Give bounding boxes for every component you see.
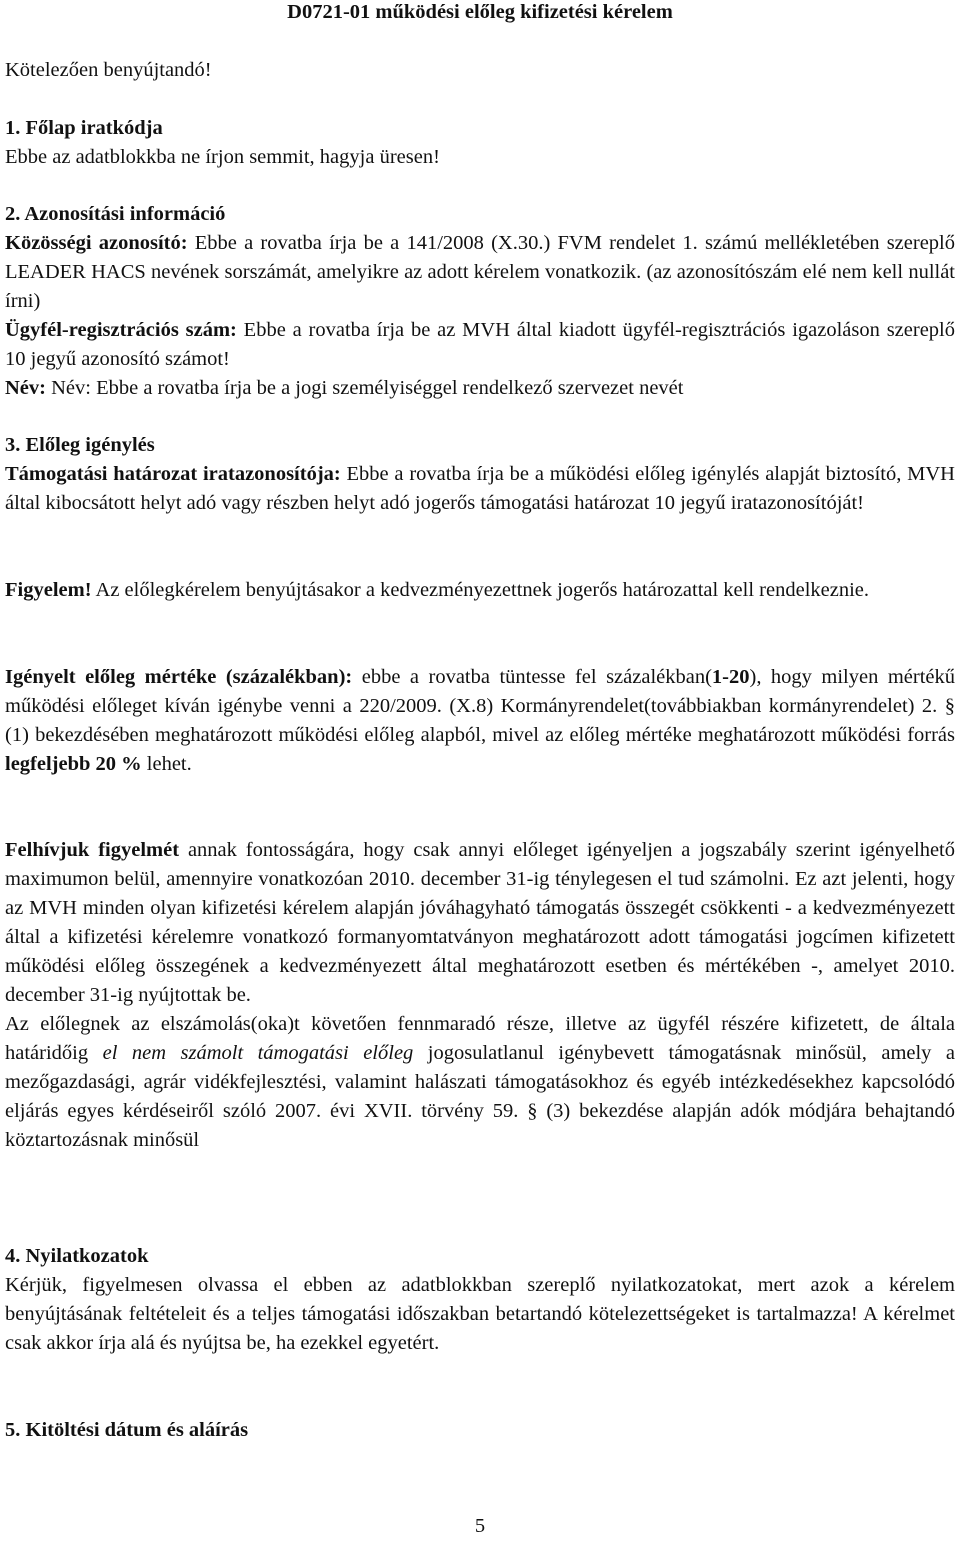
community-id-label: Közösségi azonosító:: [5, 232, 188, 254]
name-label: Név:: [5, 377, 46, 399]
rate-text-3: lehet.: [141, 753, 192, 775]
section-2-heading: 2. Azonosítási információ: [5, 203, 226, 225]
section-1-text: Ebbe az adatblokkba ne írjon semmit, hagyja üresen!: [5, 146, 440, 168]
community-id-text: Ebbe a rovatba írja be a 141/2008 (X.30.) FVM rendelet 1. számú mellékletében szereplő LEADER HACS nevének sorszámát, amelyikre az adott kérelem vonatkozik.: [5, 232, 955, 283]
section-3: [5, 431, 955, 518]
attention-paragraph: [5, 576, 955, 605]
rate-paragraph: [5, 663, 955, 779]
page-number: 5: [474, 1515, 486, 1537]
remainder-text-2: jogosulatlanul igénybevett támogatásnak minősül, amely a mezőgazdasági, agrár vidékfejlesztési, valamint halászati támogatásokhoz és egyéb intézkedésekhez kapcsolódó eljárás egyes kérdéseiről szóló 2007. évi XVII. törvény 59. § (3) bekezdése alapján adók módjára behajtandó köztartozásnak minősül: [5, 1042, 956, 1151]
notice-text: annak fontosságára, hogy csak annyi előleget igényeljen a jogszabály szerint igényelhető maximumon belül, amennyire vonatkozóan 2010. december 31-ig ténylegesen el tud számolni. Ez azt jelenti, hogy az MVH minden olyan kifizetési kérelem alapján jóváhagyható támogatás összegét csökkenti - a kedvezményezett által a kifizetési kérelemre vonatkozó formanyomtatványon meghatározott adott támogatási jogcímen kifizetett működési előleg összegének a kedvezményezett által meghatározott esetben és mértékében -, amelyet 2010. december 31-ig nyújtottak be.: [5, 839, 955, 1006]
rate-range: 1-20: [711, 666, 750, 688]
notice-paragraph: [5, 836, 955, 1155]
attention-label: Figyelem!: [5, 579, 92, 601]
decision-id-text: Ebbe a rovatba írja be a működési előleg igénylés alapját biztosító, MVH által kibocsátott helyt adó vagy részben helyt adó jogerős támogatási határozat 10 jegyű iratazonosítóját!: [5, 463, 955, 514]
section-5: [5, 1416, 955, 1445]
section-3-heading: 3. Előleg igénylés: [5, 434, 155, 456]
remainder-italic: el nem számolt támogatási előleg: [102, 1042, 414, 1064]
rate-text-1: ebbe a rovatba tüntesse fel százalékban(: [352, 666, 712, 688]
section-4-heading: 4. Nyilatkozatok: [5, 1245, 149, 1267]
notice-label: Felhívjuk figyelmét: [5, 839, 180, 861]
client-reg-text: Ebbe a rovatba írja be az MVH által kiadott ügyfél-regisztrációs igazoláson szereplő 10 jegyű azonosító számot!: [5, 319, 955, 370]
mandatory-notice: Kötelezően benyújtandó!: [5, 59, 212, 81]
section-5-heading: 5. Kitöltési dátum és aláírás: [5, 1419, 249, 1441]
client-reg-label: Ügyfél-regisztrációs szám:: [5, 319, 237, 341]
document-title: D0721-01 működési előleg kifizetési kérelem: [287, 1, 673, 23]
section-4: [5, 1242, 955, 1358]
rate-text-2: ), hogy milyen mértékű működési előleget kíván igénybe venni a 220/2009. (X.8) Kormányrendelet(továbbiakban kormányrendelet) 2. § (1) bekezdésében meghatározott működési előleg alapból, mivel az előleg mértéke meghatározott működési forrás: [5, 666, 955, 746]
section-1-heading: 1. Főlap iratkódja: [5, 117, 163, 139]
section-4-text: Kérjük, figyelmesen olvassa el ebben az adatblokkban szereplő nyilatkozatokat, mert azok a kérelem benyújtásának feltételeit és a teljes támogatási időszakban betartandó kötelezettségeket is tartalmazza! A kérelmet csak akkor írja alá és nyújtsa be, ha ezekkel egyetért.: [5, 1274, 955, 1354]
attention-text: Az előlegkérelem benyújtásakor a kedvezményezettnek jogerős határozattal kell rendelkeznie.: [91, 579, 870, 601]
rate-label: Igényelt előleg mértéke (százalékban):: [5, 666, 353, 688]
section-1: [5, 114, 955, 172]
name-text: Név: Ebbe a rovatba írja be a jogi személyiséggel rendelkező szervezet nevét: [45, 377, 684, 399]
section-2: [5, 200, 955, 403]
community-id-note: (az azonosítószám elé nem kell nullát írni): [5, 261, 955, 312]
rate-max: legfeljebb 20 %: [5, 753, 142, 775]
remainder-text-1: Az előlegnek az elszámolás(oka)t követően fennmaradó része, illetve az ügyfél részére kifizetett, de általa határidőig: [5, 1013, 955, 1064]
decision-id-label: Támogatási határozat iratazonosítója:: [5, 463, 341, 485]
